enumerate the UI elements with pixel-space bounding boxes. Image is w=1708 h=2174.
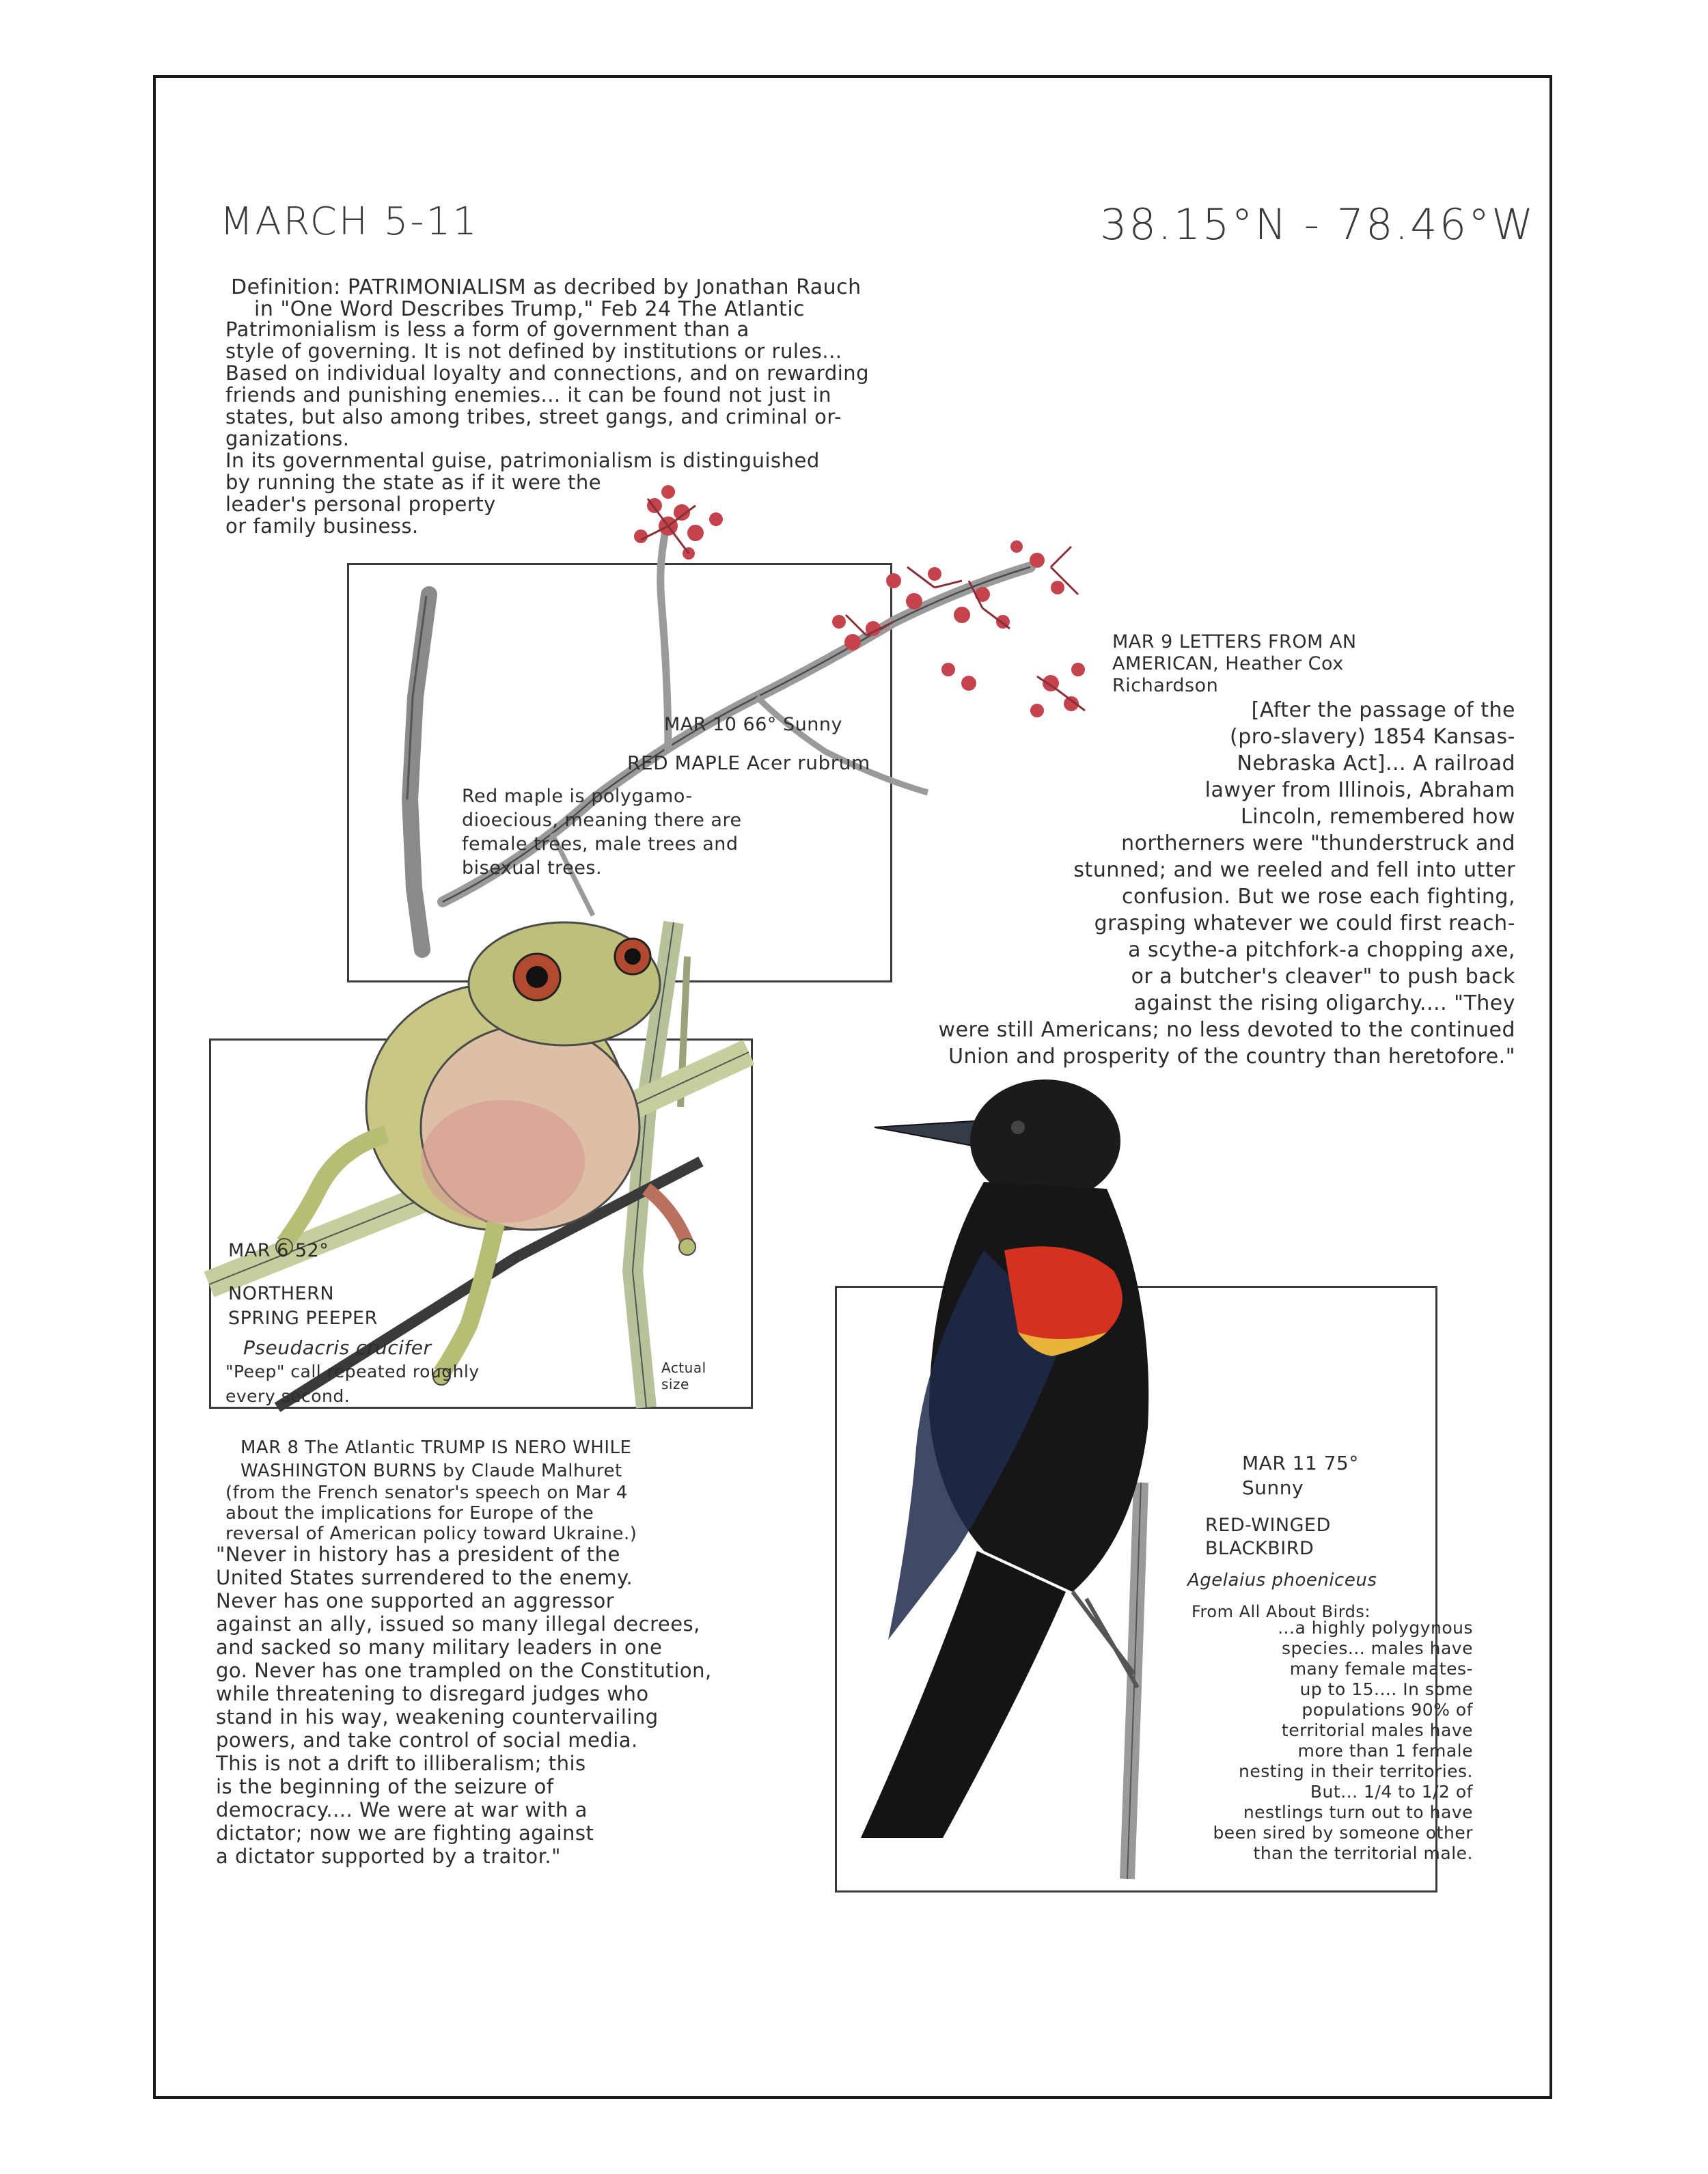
maple-name: RED MAPLE Acer rubrum bbox=[627, 752, 870, 774]
blackbird-name: RED-WINGED BLACKBIRD bbox=[1205, 1515, 1331, 1559]
peeper-name: NORTHERN SPRING PEEPER bbox=[228, 1283, 378, 1329]
peeper-size-note: Actual size bbox=[661, 1360, 706, 1392]
peeper-note: "Peep" call repeated roughly every second. bbox=[225, 1362, 480, 1406]
definition-title: Definition: PATRIMONIALISM as decribed by Jonathan Rauch bbox=[231, 275, 862, 299]
coordinates-heading: 38.15°N - 78.46°W bbox=[1100, 199, 1536, 249]
atlantic-intro: (from the French senator's speech on Mar 4 about the implications for Europe of the reversal of American policy toward Ukraine.) bbox=[225, 1483, 637, 1544]
letters-body: [After the passage of the (pro-slavery) 1854 Kansas- Nebraska Act]... A railroad lawyer from Illinois, Abraham Lincoln, remembered how northerners were "thunderstruck and stunned; and we reeled and fell into utter confusion. But we rose each fighting, grasping whatever we could first reach- a scythe-a pitchfork-a chopping axe, or a butcher's cleaver" to push back against the rising oligarchy.... "They were still Americans; no less devoted to the continued Union and prosperity of the country than heretofore." bbox=[938, 698, 1515, 1069]
spring-peeper-frog-illustration bbox=[209, 902, 756, 1409]
peeper-date: MAR 6 52° bbox=[228, 1240, 329, 1261]
maple-note: Red maple is polygamo- dioecious, meaning there are female trees, male trees and bisexual trees. bbox=[462, 786, 742, 879]
blackbird-note: ...a highly polygynous species... males have many female mates- up to 15.... In some populations 90% of territorial males have more than 1 female nesting in their territories. But... 1/4 to 1/2 of nestlings turn out to have been sired by someone other than the territorial male. bbox=[1213, 1618, 1473, 1863]
maple-date: MAR 10 66° Sunny bbox=[664, 714, 842, 735]
letters-header: MAR 9 LETTERS FROM AN AMERICAN, Heather Cox Richardson bbox=[1112, 631, 1357, 696]
blackbird-date: MAR 11 75° Sunny bbox=[1242, 1452, 1359, 1499]
date-range-heading: MARCH 5-11 bbox=[220, 199, 479, 244]
definition-source: in "One Word Describes Trump," Feb 24 The Atlantic bbox=[254, 297, 805, 321]
blackbird-latin: Agelaius phoeniceus bbox=[1187, 1570, 1377, 1591]
peeper-latin: Pseudacris crucifer bbox=[243, 1336, 432, 1359]
blackbird-source: From All About Birds: bbox=[1192, 1602, 1370, 1621]
atlantic-body: "Never in history has a president of the United States surrendered to the enemy. Never has one supported an aggressor against an ally, issued so many illegal decrees, and sacked so many military leaders in one go. Never has one trampled on the Constitution, while threatening to disregard judges who stand in his way, weakening countervailing powers, and take control of social media. This is not a drift to illiberalism; this is the beginning of the seizure of democracy.... We were at war with a dictator; now we are fighting against a dictator supported by a traitor." bbox=[216, 1543, 712, 1868]
definition-body: Patrimonialism is less a form of government than a style of governing. It is not defined by institutions or rules... Based on individual loyalty and connections, and on rewarding friends and punishing enemies... it can be found not just in states, but also among tribes, street gangs, and criminal or- ganizations. In its governmental guise, patrimonialism is distinguished by running the state as if it were the leader's personal property or family business. bbox=[225, 318, 870, 538]
atlantic-header: MAR 8 The Atlantic TRUMP IS NERO WHILE WASHINGTON BURNS by Claude Malhuret bbox=[240, 1437, 632, 1481]
